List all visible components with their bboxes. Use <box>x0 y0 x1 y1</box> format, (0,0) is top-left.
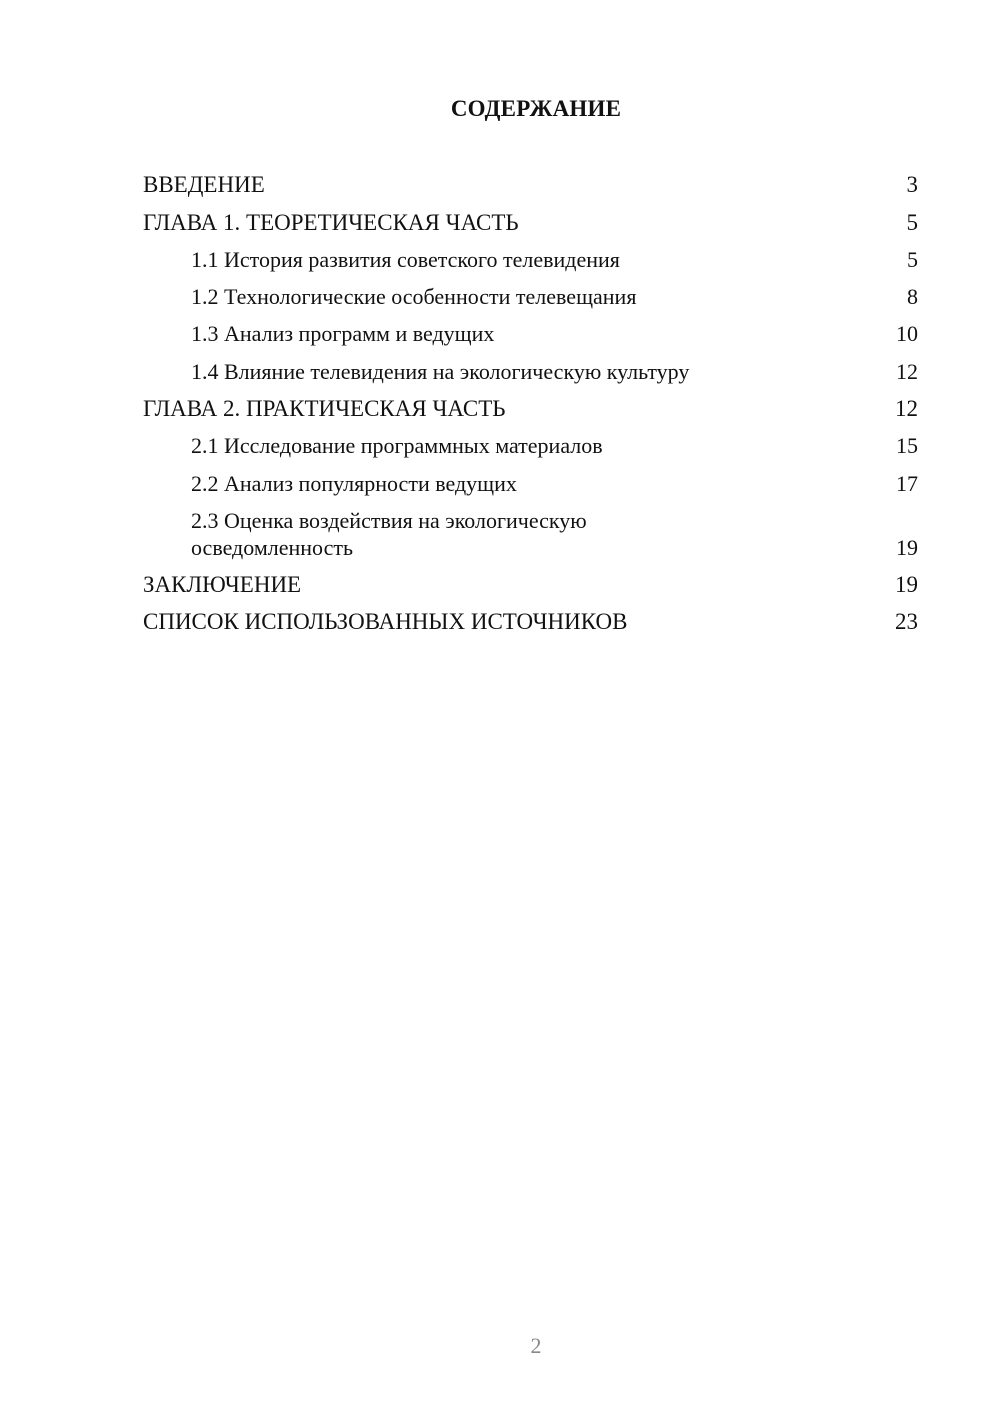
toc-entry-page-number: 3 <box>906 172 918 198</box>
toc-entry-section-1-4[interactable] <box>143 352 918 389</box>
toc-entry-label: 1.1 История развития советского телевидения <box>191 246 620 272</box>
toc-entry-label: СПИСОК ИСПОЛЬЗОВАННЫХ ИСТОЧНИКОВ <box>143 609 628 635</box>
toc-entry-conclusion[interactable] <box>143 566 918 603</box>
toc-entry-section-2-2[interactable] <box>143 464 918 501</box>
toc-entry-label: 1.4 Влияние телевидения на экологическую культуру <box>191 358 690 384</box>
toc-entry-references[interactable] <box>143 603 918 640</box>
toc-entry-page-number: 23 <box>895 609 918 635</box>
toc-entry-section-1-1[interactable] <box>143 241 918 278</box>
toc-entry-page-number: 15 <box>896 433 918 459</box>
toc-entry-chapter-1[interactable] <box>143 203 918 240</box>
toc-entry-label: 2.1 Исследование программных материалов <box>191 433 603 459</box>
toc-entry-label: ВВЕДЕНИЕ <box>143 172 265 198</box>
toc-entry-page-number: 12 <box>896 358 918 384</box>
table-of-contents <box>143 166 918 640</box>
page-title: СОДЕРЖАНИЕ <box>450 96 622 121</box>
toc-entry-page-number: 12 <box>895 396 918 422</box>
toc-entry-label: ГЛАВА 2. ПРАКТИЧЕСКАЯ ЧАСТЬ <box>143 396 506 422</box>
page-number: 2 <box>530 1333 542 1358</box>
toc-entry-page-number: 5 <box>907 246 918 272</box>
toc-entry-page-number: 5 <box>906 209 918 235</box>
toc-entry-chapter-2[interactable] <box>143 390 918 427</box>
toc-entry-introduction[interactable] <box>143 166 918 203</box>
toc-entry-page-number: 19 <box>895 571 918 597</box>
toc-entry-page-number: 8 <box>907 284 918 310</box>
toc-entry-label: 2.2 Анализ популярности ведущих <box>191 470 517 496</box>
toc-entry-section-2-1[interactable] <box>143 427 918 464</box>
toc-entry-label: ЗАКЛЮЧЕНИЕ <box>143 571 302 597</box>
toc-entry-label: 1.3 Анализ программ и ведущих <box>191 321 495 347</box>
toc-entry-label: 1.2 Технологические особенности телевещания <box>191 284 637 310</box>
toc-entry-label: 2.3 Оценка воздействия на экологическую осведомленность <box>191 507 587 560</box>
toc-entry-label: ГЛАВА 1. ТЕОРЕТИЧЕСКАЯ ЧАСТЬ <box>143 209 519 235</box>
toc-entry-page-number: 17 <box>896 470 918 496</box>
toc-entry-page-number: 19 <box>896 534 918 560</box>
toc-entry-page-number: 10 <box>896 321 918 347</box>
toc-entry-section-1-3[interactable] <box>143 315 918 352</box>
toc-entry-section-1-2[interactable] <box>143 278 918 315</box>
toc-entry-section-2-3[interactable] <box>143 502 918 566</box>
